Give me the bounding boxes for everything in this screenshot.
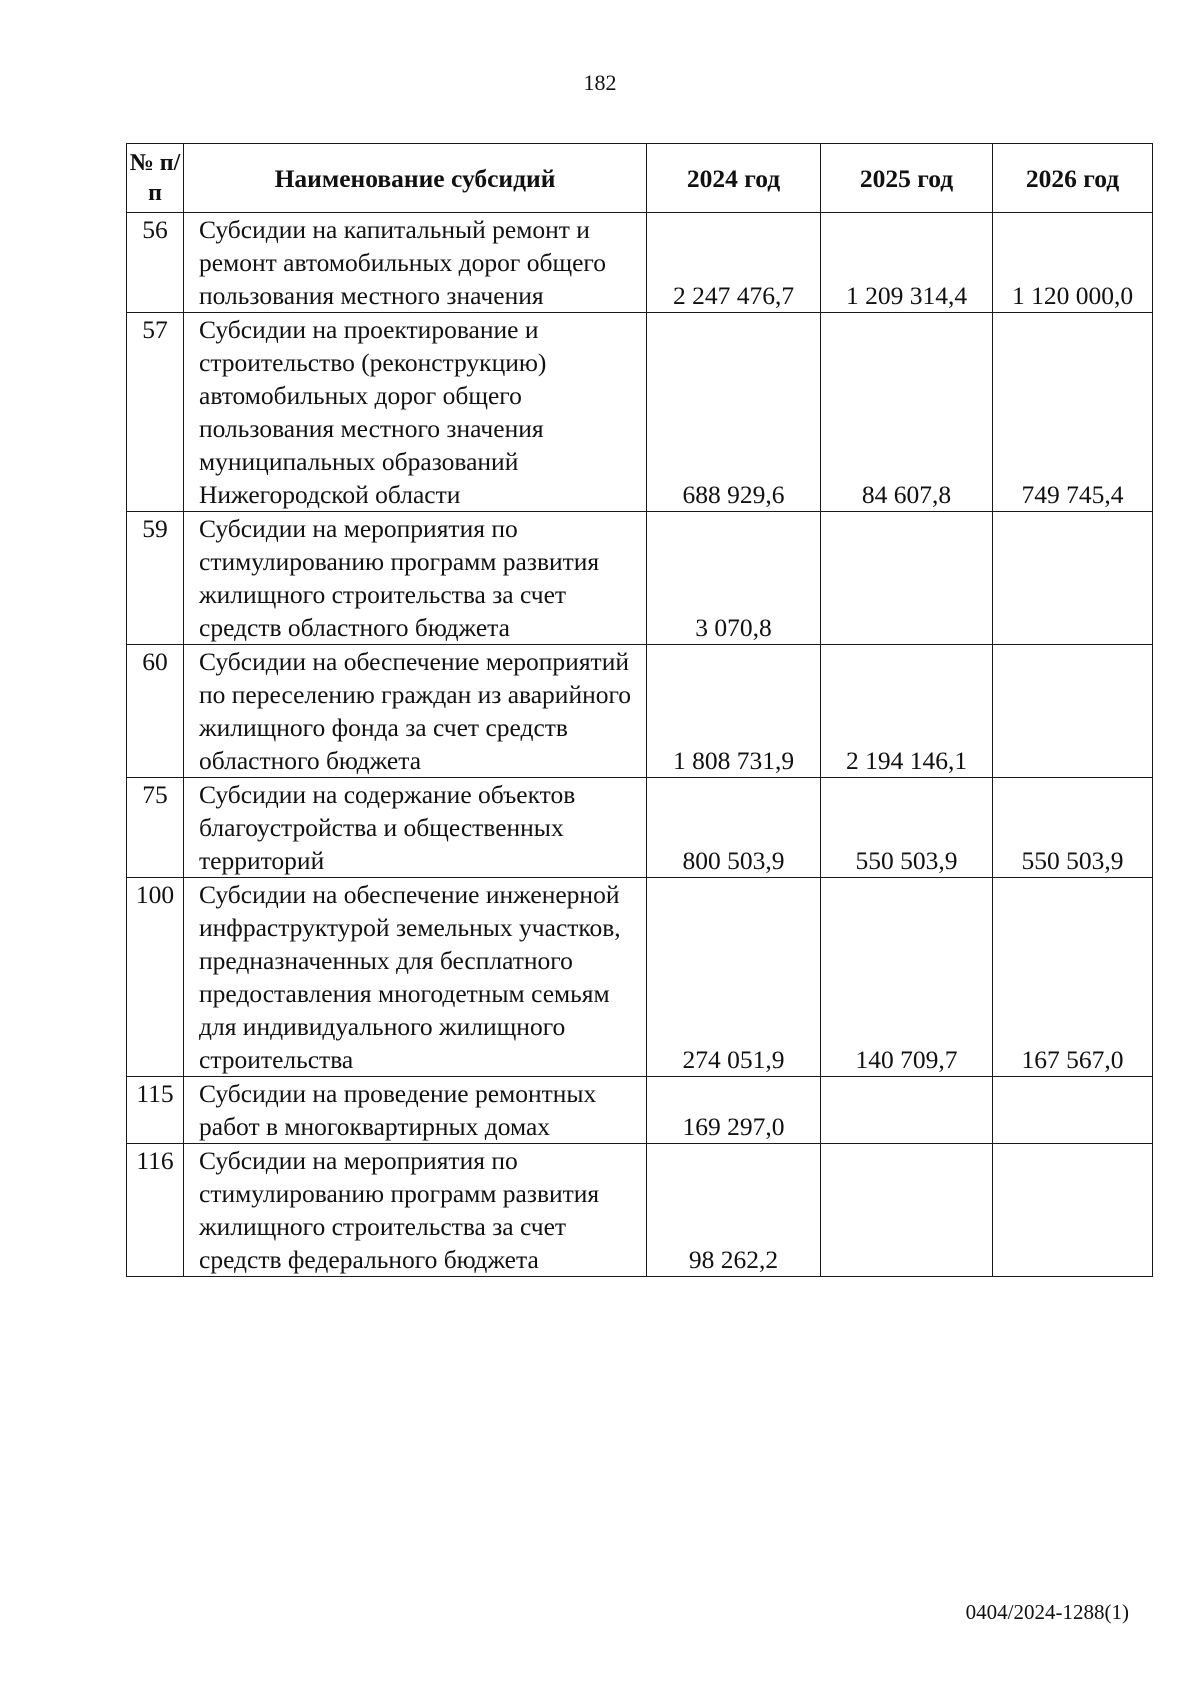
row-number: 56 [127, 213, 184, 313]
value-2026: 167 567,0 [993, 878, 1153, 1077]
row-number: 75 [127, 778, 184, 878]
value-2024: 98 262,2 [647, 1144, 821, 1277]
row-number: 116 [127, 1144, 184, 1277]
row-number: 59 [127, 512, 184, 645]
header-num: № п/п [127, 144, 184, 213]
value-2024: 800 503,9 [647, 778, 821, 878]
subsidies-table [126, 143, 1153, 1277]
subsidy-name: Субсидии на проведение ремонтных работ в многоквартирных домах [184, 1077, 647, 1144]
value-2024: 1 808 731,9 [647, 645, 821, 778]
value-2025: 140 709,7 [821, 878, 993, 1077]
header-2024: 2024 год [647, 144, 821, 213]
value-2026 [993, 645, 1153, 778]
subsidy-name: Субсидии на мероприятия по стимулированию программ развития жилищного строительства за счет средств федерального бюджета [184, 1144, 647, 1277]
subsidy-name: Субсидии на обеспечение мероприятий по переселению граждан из аварийного жилищного фонда за счет средств областного бюджета [184, 645, 647, 778]
value-2025 [821, 512, 993, 645]
value-2026 [993, 512, 1153, 645]
page-number: 182 [583, 70, 617, 95]
table-row [127, 213, 1153, 313]
value-2026: 1 120 000,0 [993, 213, 1153, 313]
row-number: 115 [127, 1077, 184, 1144]
value-2024: 169 297,0 [647, 1077, 821, 1144]
subsidy-name: Субсидии на проектирование и строительство (реконструкцию) автомобильных дорог общего пользования местного значения муниципальных образований Нижегородской области [184, 313, 647, 512]
subsidy-name: Субсидии на содержание объектов благоустройства и общественных территорий [184, 778, 647, 878]
value-2024: 688 929,6 [647, 313, 821, 512]
value-2026 [993, 1144, 1153, 1277]
value-2025: 2 194 146,1 [821, 645, 993, 778]
table-row [127, 878, 1153, 1077]
value-2024: 2 247 476,7 [647, 213, 821, 313]
table-row [127, 1077, 1153, 1144]
document-code: 0404/2024-1288(1) [965, 1600, 1129, 1624]
value-2025: 1 209 314,4 [821, 213, 993, 313]
table-row [127, 645, 1153, 778]
subsidy-name: Субсидии на обеспечение инженерной инфраструктурой земельных участков, предназначенных для бесплатного предоставления многодетным семьям для индивидуального жилищного строительства [184, 878, 647, 1077]
value-2026 [993, 1077, 1153, 1144]
header-name: Наименование субсидий [184, 144, 647, 213]
value-2026: 749 745,4 [993, 313, 1153, 512]
table-header [127, 144, 1153, 213]
row-number: 100 [127, 878, 184, 1077]
subsidy-name: Субсидии на капитальный ремонт и ремонт автомобильных дорог общего пользования местного значения [184, 213, 647, 313]
value-2024: 3 070,8 [647, 512, 821, 645]
value-2025 [821, 1077, 993, 1144]
subsidy-name: Субсидии на мероприятия по стимулированию программ развития жилищного строительства за счет средств областного бюджета [184, 512, 647, 645]
row-number: 60 [127, 645, 184, 778]
value-2025: 550 503,9 [821, 778, 993, 878]
table-row [127, 778, 1153, 878]
value-2026: 550 503,9 [993, 778, 1153, 878]
table-row [127, 1144, 1153, 1277]
table-body [127, 213, 1153, 1277]
value-2025: 84 607,8 [821, 313, 993, 512]
table-row [127, 313, 1153, 512]
header-2026: 2026 год [993, 144, 1153, 213]
row-number: 57 [127, 313, 184, 512]
value-2025 [821, 1144, 993, 1277]
header-2025: 2025 год [821, 144, 993, 213]
value-2024: 274 051,9 [647, 878, 821, 1077]
table-row [127, 512, 1153, 645]
header-row [127, 144, 1153, 213]
